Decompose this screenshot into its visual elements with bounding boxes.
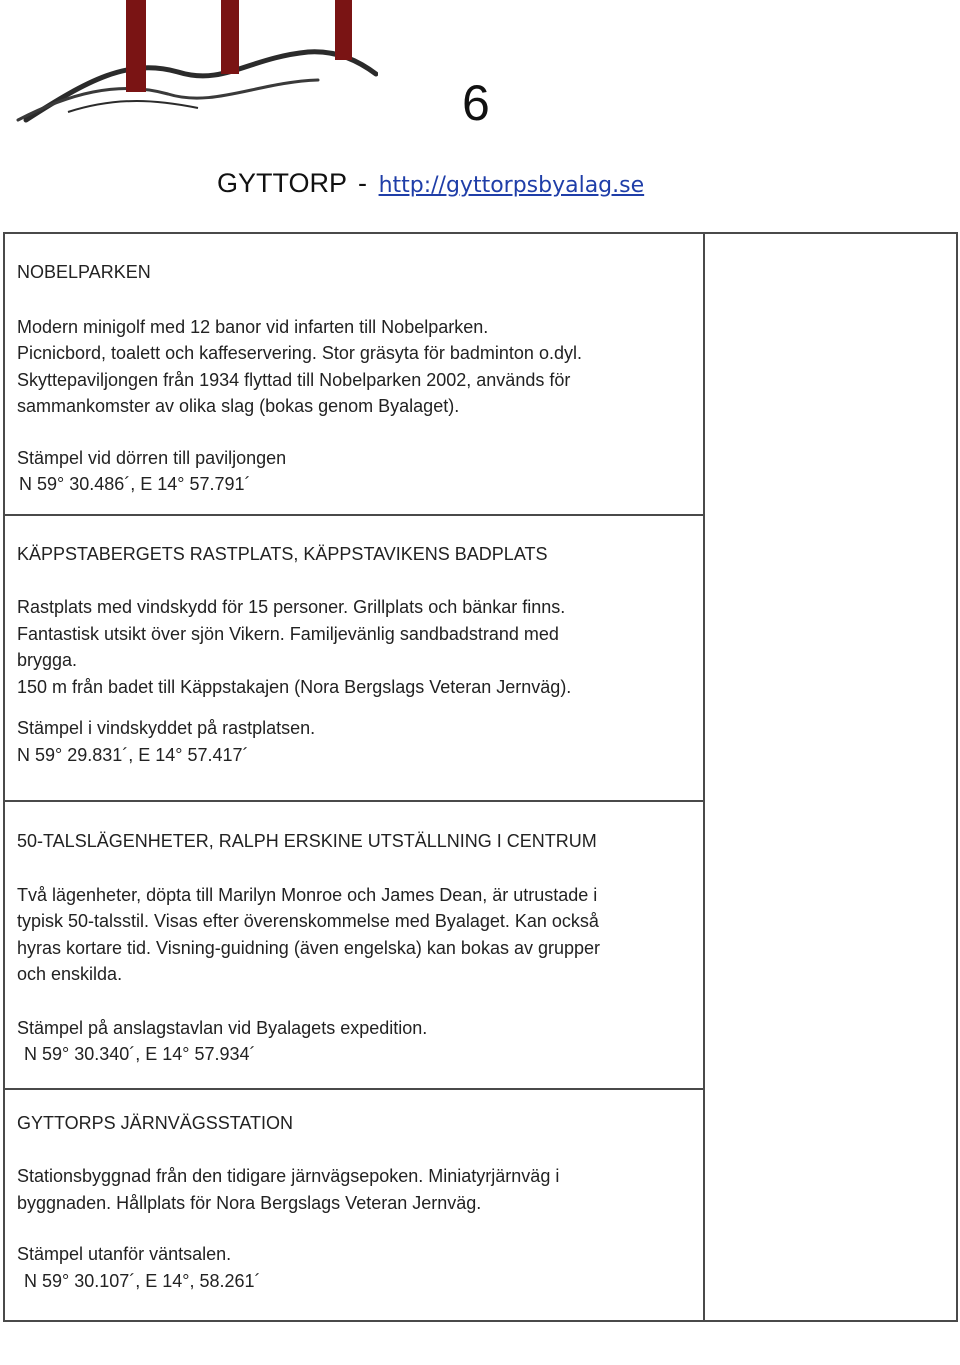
stamp-location: Stämpel vid dörren till paviljongen: [17, 447, 287, 468]
description-line: och enskilda.: [17, 964, 123, 984]
page-number: 6: [462, 75, 490, 131]
sight-description: [17, 1163, 703, 1216]
header-title: GYTTORP: [217, 168, 347, 198]
sight-description: [17, 594, 703, 700]
description-line: hyras kortare tid. Visning-guidning (även engelska) kan bokas av grupper: [17, 937, 601, 958]
gps-coordinates: N 59° 30.107´, E 14°, 58.261´: [24, 1270, 261, 1291]
header-separator: -: [358, 168, 368, 198]
description-line: Picnicbord, toalett och kaffeservering. Stor gräsyta för badminton o.dyl.: [17, 343, 582, 363]
website-link[interactable]: http://gyttorpsbyalag.se: [378, 173, 645, 198]
sights-table: [3, 232, 958, 1322]
sight-title: NOBELPARKEN: [17, 262, 151, 282]
sight-description-cell: [4, 1089, 704, 1322]
description-line: Modern minigolf med 12 banor vid infarten till Nobelparken.: [17, 316, 489, 337]
description-line: Fantastisk utsikt över sjön Vikern. Familjevänlig sandbadstrand med: [17, 623, 559, 644]
gps-coordinates: N 59° 29.831´, E 14° 57.417´: [17, 744, 249, 765]
description-line: 150 m från badet till Käppstakajen (Nora Bergslags Veteran Jernväg).: [17, 676, 572, 697]
sight-title: GYTTORPS JÄRNVÄGSSTATION: [17, 1112, 294, 1133]
description-line: Stationsbyggnad från den tidigare järnvägsepoken. Miniatyrjärnväg i: [17, 1166, 560, 1186]
sight-description-cell: [4, 233, 704, 515]
page-header: [217, 166, 644, 203]
sight-description: [17, 882, 703, 988]
gps-coordinates: N 59° 30.486´, E 14° 57.791´: [19, 474, 251, 494]
stamp-location: Stämpel på anslagstavlan vid Byalagets expedition.: [17, 1017, 428, 1038]
description-line: sammankomster av olika slag (bokas genom Byalaget).: [17, 396, 460, 416]
description-line: brygga.: [17, 650, 78, 670]
sight-title: 50-TALSLÄGENHETER, RALPH ERSKINE UTSTÄLLNING I CENTRUM: [17, 831, 597, 851]
sight-description-cell: [4, 801, 704, 1089]
gps-coordinates: N 59° 30.340´, E 14° 57.934´: [24, 1044, 256, 1064]
description-line: typisk 50-talsstil. Visas efter överenskommelse med Byalaget. Kan också: [17, 911, 599, 931]
stamp-location: Stämpel utanför väntsalen.: [17, 1244, 232, 1264]
description-line: Skyttepaviljongen från 1934 flyttad till Nobelparken 2002, används för: [17, 369, 571, 390]
sight-description: [17, 314, 703, 420]
description-line: Rastplats med vindskydd för 15 personer. Grillplats och bänkar finns.: [17, 597, 566, 617]
stamp-box: [704, 233, 957, 1321]
sight-description-cell: [4, 515, 704, 802]
sight-title: KÄPPSTABERGETS RASTPLATS, KÄPPSTAVIKENS BADPLATS: [17, 543, 548, 564]
village-logo-icon: [8, 0, 378, 125]
description-line: Två lägenheter, döpta till Marilyn Monroe och James Dean, är utrustade i: [17, 884, 598, 905]
table-row: [4, 233, 957, 515]
stamp-location: Stämpel i vindskyddet på rastplatsen.: [17, 718, 316, 738]
description-line: byggnaden. Hållplats för Nora Bergslags Veteran Jernväg.: [17, 1192, 482, 1213]
